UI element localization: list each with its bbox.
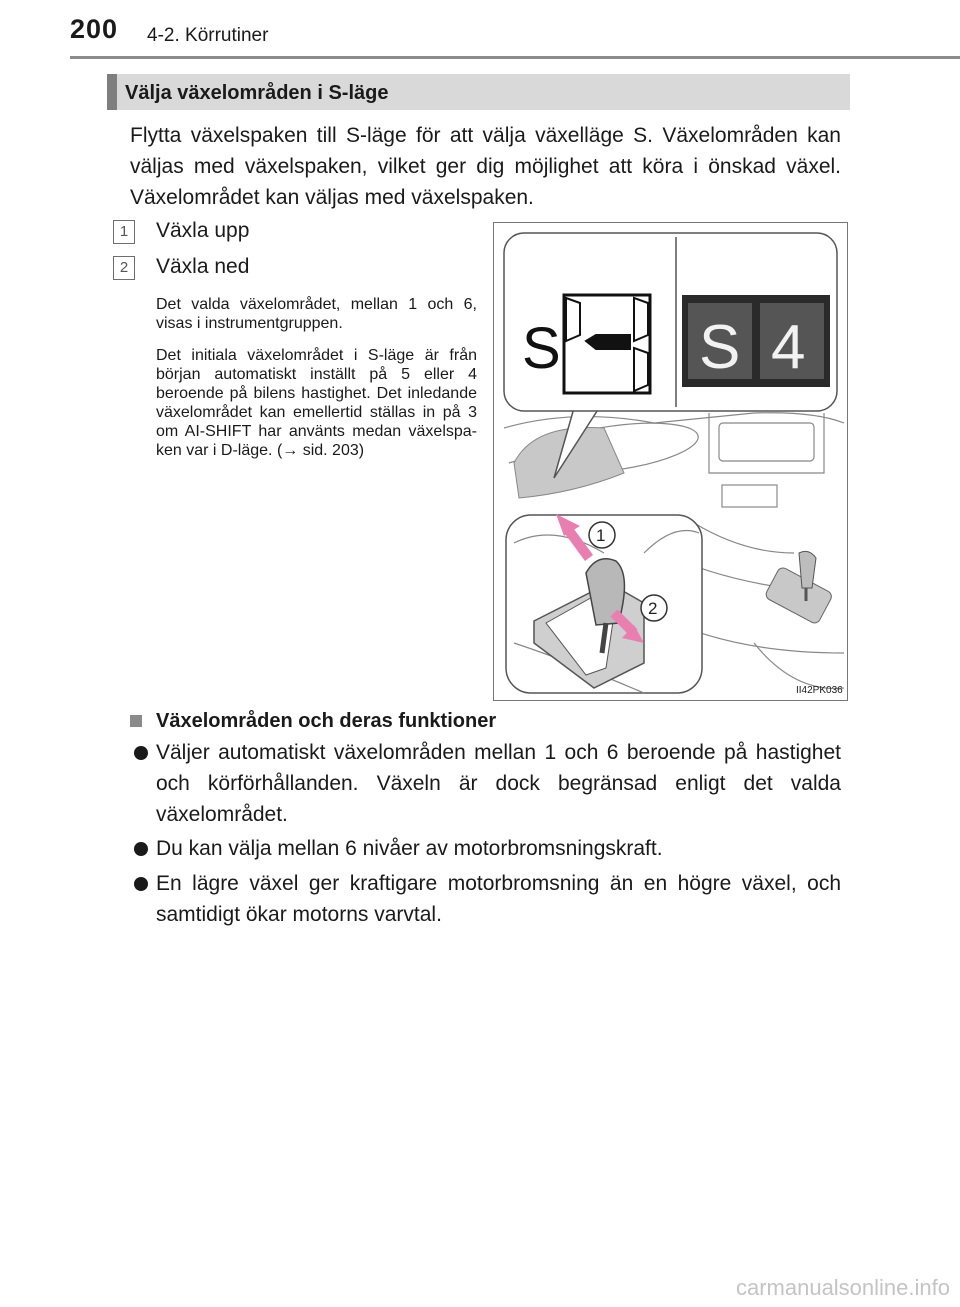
display-gear-mode: S bbox=[699, 313, 741, 382]
bullet-item-2: Du kan välja mellan 6 nivåer av motorbromsningskraft. bbox=[156, 837, 663, 860]
chapter-title: 4-2. Körrutiner bbox=[147, 25, 269, 46]
item-number-2: 2 bbox=[113, 256, 135, 280]
header-divider bbox=[70, 56, 960, 59]
bullet-dot-icon bbox=[134, 877, 148, 891]
intro-paragraph: Flytta växelspaken till S-läge för att välja växelläge S. Växelområden kan väljas med växelspaken, vilket ger dig möjlighet att köra i önskad växel. Växelområdet kan väljas med växelspaken. bbox=[130, 124, 841, 209]
note-gear-range-display: Det valda växelområdet, mellan 1 och 6, visas i instrumentgruppen. bbox=[156, 296, 477, 332]
figure-code: II42PK036 bbox=[796, 685, 843, 696]
illustration-frame bbox=[493, 222, 848, 701]
note-initial-gear-range: Det initiala växelområdet i S-läge är från början automatiskt inställt på 5 eller 4 beroende på bilens hastighet. Det inledande växelområdet kan emellertid ställas in på 3 om AI-SHIFT har använts medan växelspa-ken var i D-läge. (→ sid. 203) bbox=[156, 347, 477, 459]
item-label-shift-down: Växla ned bbox=[156, 255, 250, 278]
callout-2-label: 2 bbox=[648, 599, 658, 618]
square-bullet-icon bbox=[130, 715, 142, 727]
display-s-letter: S bbox=[522, 316, 561, 381]
shift-lever-illustration bbox=[494, 223, 847, 700]
bullet-item-1: Väljer automatiskt växelområden mellan 1 och 6 beroende på hastighet och körförhållanden. Växeln är dock begränsad enligt det valda växelområdet. bbox=[156, 741, 841, 826]
item-number-1: 1 bbox=[113, 220, 135, 244]
page-number: 200 bbox=[70, 14, 119, 44]
item-label-shift-up: Växla upp bbox=[156, 219, 250, 242]
section-title: Välja växelområden i S-läge bbox=[125, 82, 389, 104]
bullet-dot-icon bbox=[134, 842, 148, 856]
display-gear-number: 4 bbox=[771, 313, 806, 382]
subsection-heading: Växelområden och deras funktioner bbox=[156, 710, 497, 732]
watermark: carmanualsonline.info bbox=[735, 1275, 950, 1300]
bullet-dot-icon bbox=[134, 746, 148, 760]
callout-1-label: 1 bbox=[596, 526, 606, 545]
bullet-item-3: En lägre växel ger kraftigare motorbromsning än en högre växel, och samtidigt ökar motorns varvtal. bbox=[156, 872, 841, 926]
